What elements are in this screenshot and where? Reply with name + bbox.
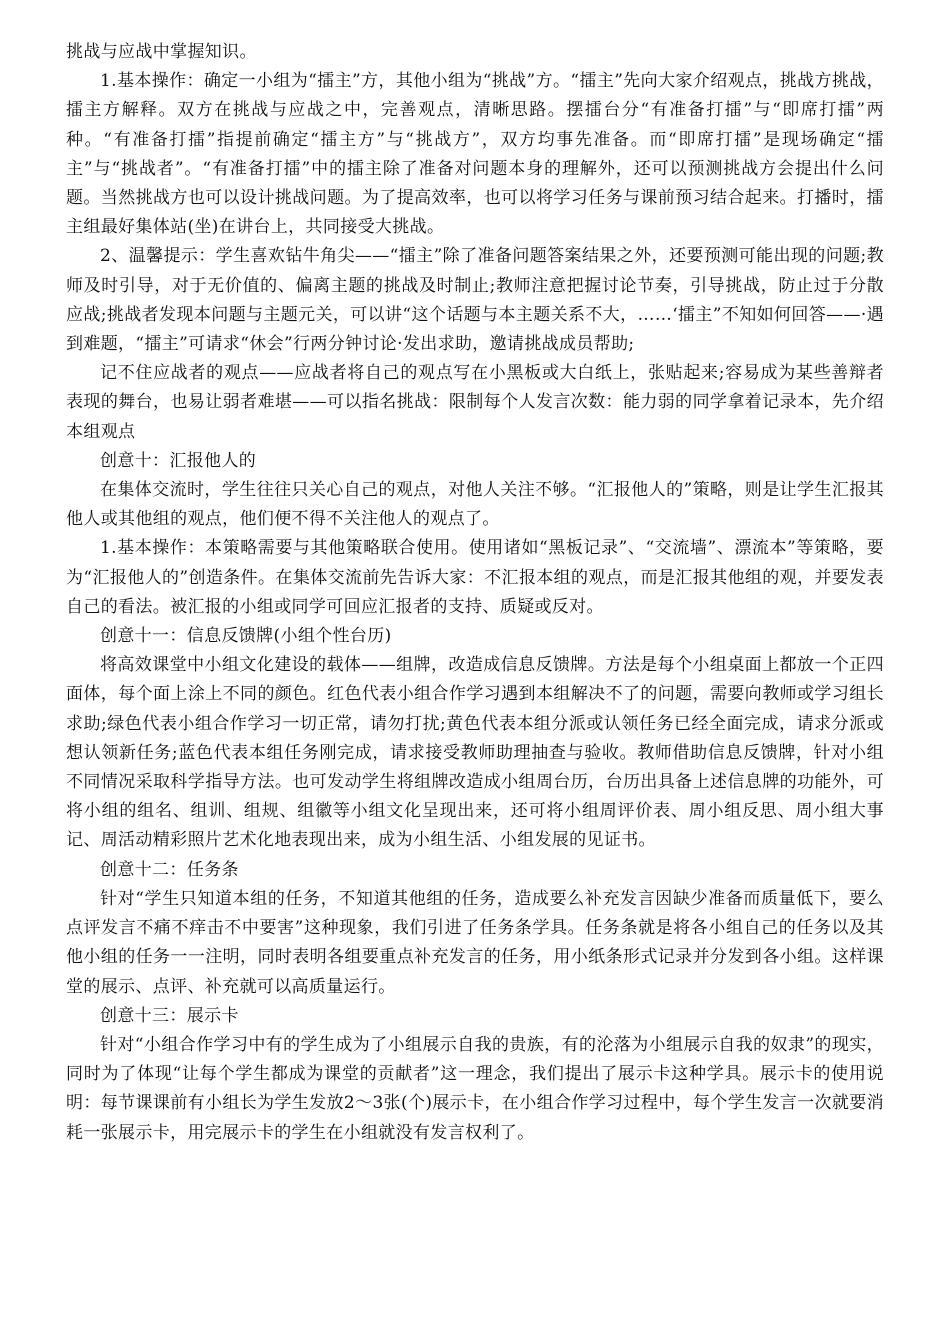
paragraph-basic-operation-arena: 1.基本操作：确定一小组为“擂主”方，其他小组为“挑战”方。“擂主”先向大家介绍观点，挑战方挑战，擂主方解释。双方在挑战与应战之中，完善观点，清晰思路。摆擂台分“有准备打擂”与“即席打擂”两种。“有准备打擂”指提前确定“擂主方”与“挑战方”，双方均事先准备。而“即席打擂”是现场确定“擂主”与“挑战者”。“有准备打擂”中的擂主除了准备对问题本身的理解外，还可以预测挑战方会提出什么问题。当然挑战方也可以设计挑战问题。为了提高效率，也可以将学习任务与课前预习结合起来。打播时，擂主组最好集体站(坐)在讲台上，共同接受大挑战。 xyxy=(66,71,884,238)
section-heading-idea-10: 创意十：汇报他人的 xyxy=(100,450,257,471)
paragraph-continuation: 挑战与应战中掌握知识。 xyxy=(66,42,257,62)
paragraph-display-card: 针对“小组合作学习中有的学生成为了小组展示自我的贵族，有的沦落为小组展示自我的奴隶”的现实，同时为了体现“让每个学生都成为课堂的贡献者”这一理念，我们提出了展示卡这种学具。展示卡的使用说明：每节课课前有小组长为学生发放2～3张(个)展示卡，在小组合作学习过程中，每个学生发言一次就要消耗一张展示卡，用完展示卡的学生在小组就没有发言权利了。 xyxy=(66,1034,884,1143)
section-heading-idea-12: 创意十二：任务条 xyxy=(100,859,239,880)
paragraph-task-strip: 针对“学生只知道本组的任务，不知道其他组的任务，造成要么补充发言因缺少准备而质量低下，要么点评发言不痛不痒击不中要害”这种现象，我们引进了任务条学具。任务条就是将各小组自己的任务以及其他小组的任务一一注明，同时表明各组要重点补充发言的任务，用小纸条形式记录并分发到各小组。这样课堂的展示、点评、补充就可以高质量运行。 xyxy=(66,888,884,997)
paragraph-report-others-intro: 在集体交流时，学生往往只关心自己的观点，对他人关注不够。“汇报他人的”策略，则是让学生汇报其他人或其他组的观点，他们便不得不关注他人的观点了。 xyxy=(66,480,884,530)
section-heading-idea-11: 创意十一：信息反馈牌(小组个性台历) xyxy=(100,626,392,647)
section-heading-idea-13: 创意十三：展示卡 xyxy=(100,1005,239,1026)
paragraph-report-others-operation: 1.基本操作：本策略需要与其他策略联合使用。使用诸如“黑板记录”、“交流墙”、漂流本”等策略，要为“汇报他人的”创造条件。在集体交流前先告诉大家：不汇报本组的观点，而是汇报其他组的观，并要发表自己的看法。被汇报的小组或同学可回应汇报者的支持、质疑或反对。 xyxy=(66,538,884,617)
paragraph-feedback-card: 将高效课堂中小组文化建设的载体——组牌，改造成信息反馈牌。方法是每个小组桌面上都放一个正四面体，每个面上涂上不同的颜色。红色代表小组合作学习遇到本组解决不了的问题，需要向教师或学习组长求助;绿色代表小组合作学习一切正常，请勿打扰;黄色代表本组分派或认领任务已经全面完成，请求分派或想认领新任务;蓝色代表本组任务刚完成，请求接受教师助理抽查与验收。教师借助信息反馈牌，针对小组不同情况采取科学指导方法。也可发动学生将组牌改造成小组周台历，台历出具备上述信息牌的功能外，可将小组的组名、组训、组规、组徽等小组文化呈现出来，还可将小组周评价表、周小组反思、周小组大事记、周活动精彩照片艺术化地表现出来，成为小组生活、小组发展的见证书。 xyxy=(66,655,884,851)
document-page xyxy=(66,38,884,1148)
paragraph-warm-tips: 2、温馨提示：学生喜欢钻牛角尖——“擂主”除了准备问题答案结果之外，还要预测可能出现的问题;教师及时引导，对于无价值的、偏离主题的挑战及时制止;教师注意把握讨论节奏，引导挑战，防止过于分散应战;挑战者发现本问题与主题元关，可以讲“这个话题与本主题关系不大，……‘擂主”不知如何回答——·遇到难题，“擂主”可请求“休会”行两分钟讨论·发出求助，邀请挑战成员帮助; xyxy=(66,246,884,355)
paragraph-remember-views: 记不住应战者的观点——应战者将自己的观点写在小黑板或大白纸上，张贴起来;容易成为某些善辩者表现的舞台，也易让弱者难堪——可以指名挑战：限制每个人发言次数：能力弱的同学拿着记录本，先介绍本组观点 xyxy=(66,363,884,442)
